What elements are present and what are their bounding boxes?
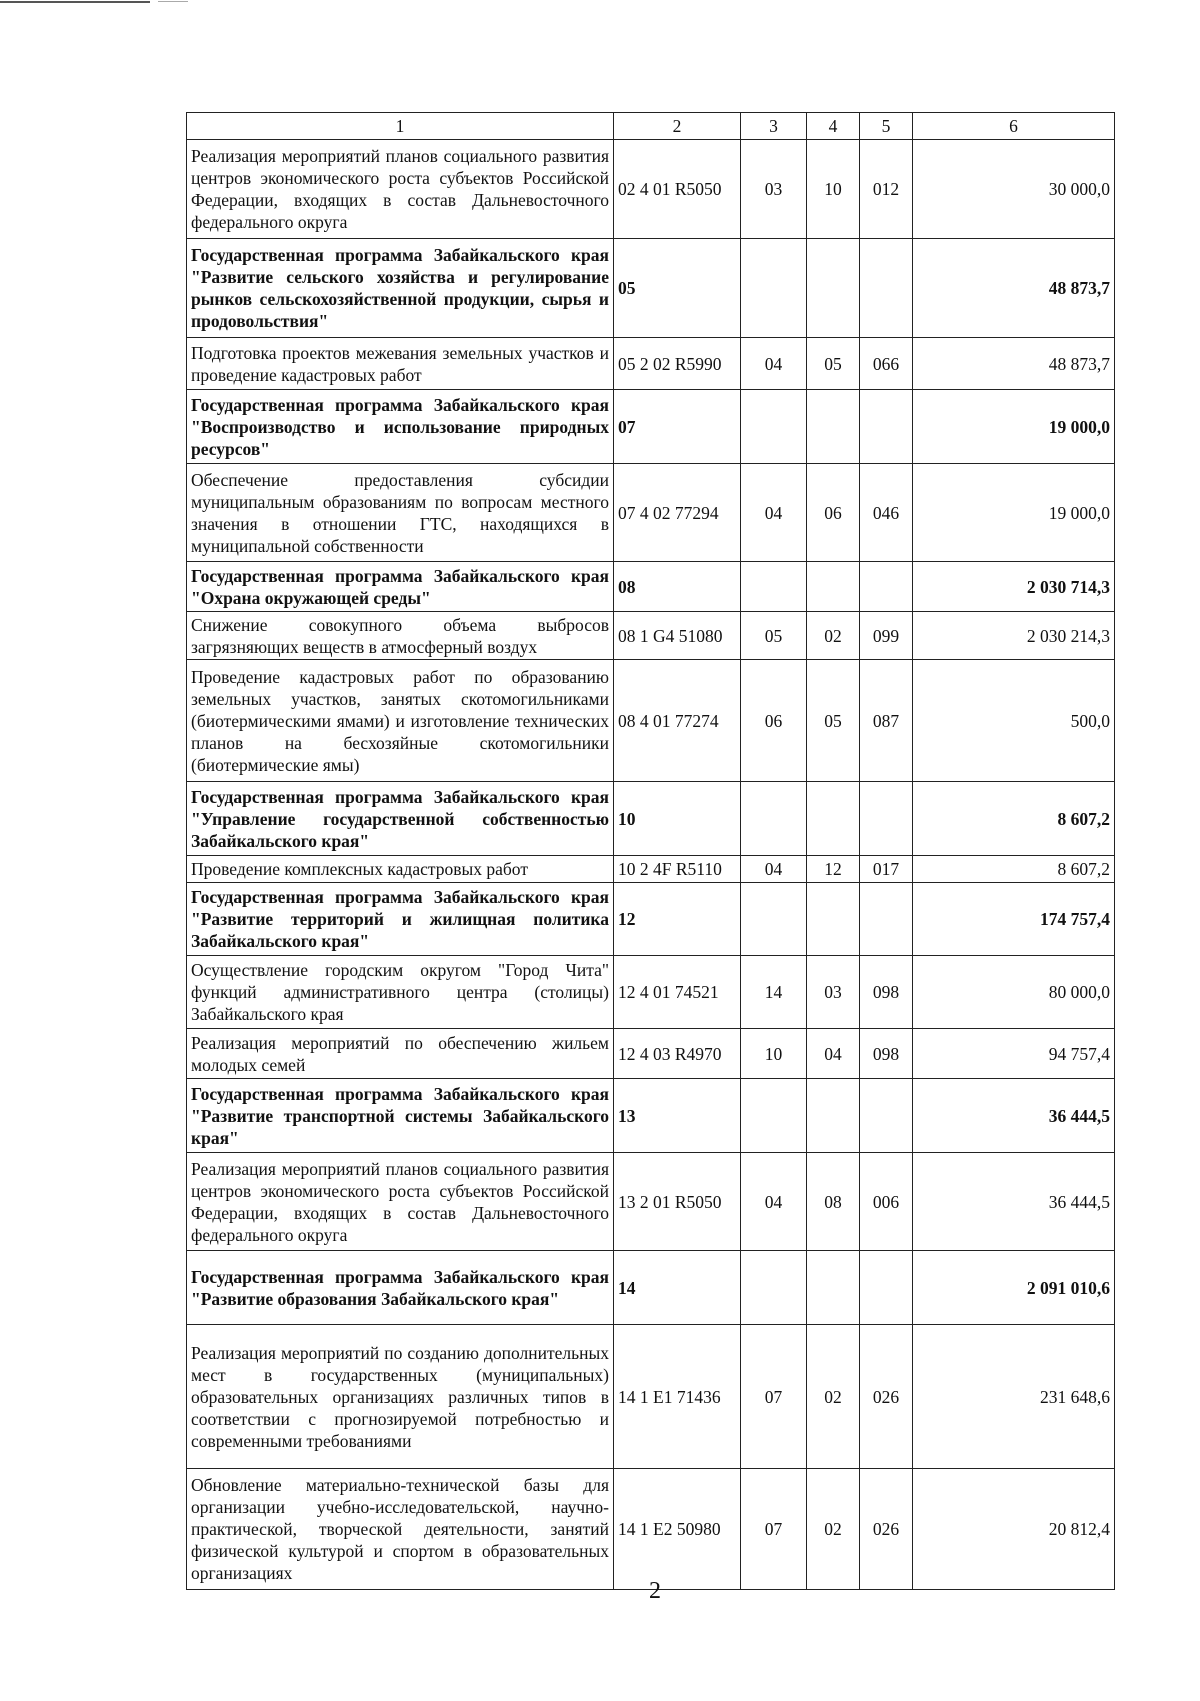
- row-name: Реализация мероприятий планов социального развития центров экономического роста субъектов Российской Федерации, входящих в состав Дальневосточного федерального округа: [187, 1153, 614, 1251]
- column-header-5: 5: [860, 113, 913, 140]
- row-col5: [860, 883, 913, 956]
- row-col5: 046: [860, 464, 913, 562]
- table-row: [187, 612, 1115, 660]
- program-row: [187, 562, 1115, 612]
- program-row: [187, 1079, 1115, 1153]
- row-col3: 14: [741, 956, 807, 1029]
- row-amount: 80 000,0: [913, 956, 1115, 1029]
- row-col4: 06: [807, 464, 860, 562]
- row-col3: [741, 782, 807, 856]
- row-name: Государственная программа Забайкальского края "Развитие территорий и жилищная политика Забайкальского края": [187, 883, 614, 956]
- row-name: Подготовка проектов межевания земельных участков и проведение кадастровых работ: [187, 338, 614, 390]
- table-row: [187, 856, 1115, 883]
- row-col5: 087: [860, 660, 913, 782]
- row-code: 12: [614, 883, 741, 956]
- row-code: 14 1 E2 50980: [614, 1469, 741, 1590]
- row-amount: 19 000,0: [913, 390, 1115, 464]
- row-code: 08 4 01 77274: [614, 660, 741, 782]
- row-col3: 05: [741, 612, 807, 660]
- row-col3: 03: [741, 140, 807, 239]
- row-name: Проведение комплексных кадастровых работ: [187, 856, 614, 883]
- row-col5: [860, 239, 913, 338]
- row-name: Обновление материально-технической базы для организации учебно-исследовательской, научно-практической, творческой деятельности, занятий физической культурой и спортом в образовательных организациях: [187, 1469, 614, 1590]
- table-row: [187, 1469, 1115, 1590]
- row-col3: 04: [741, 464, 807, 562]
- row-col4: 05: [807, 338, 860, 390]
- row-col4: 10: [807, 140, 860, 239]
- row-amount: 20 812,4: [913, 1469, 1115, 1590]
- row-col3: 07: [741, 1469, 807, 1590]
- row-col5: [860, 390, 913, 464]
- row-name: Обеспечение предоставления субсидии муниципальным образованиям по вопросам местного значения в отношении ГТС, находящихся в муниципальной собственности: [187, 464, 614, 562]
- program-row: [187, 1251, 1115, 1325]
- column-header-3: 3: [741, 113, 807, 140]
- row-code: 13: [614, 1079, 741, 1153]
- row-amount: 2 091 010,6: [913, 1251, 1115, 1325]
- row-col4: [807, 1251, 860, 1325]
- row-col5: 012: [860, 140, 913, 239]
- row-name: Государственная программа Забайкальского края "Развитие сельского хозяйства и регулирование рынков сельскохозяйственной продукции, сырья и продовольствия": [187, 239, 614, 338]
- row-col3: 06: [741, 660, 807, 782]
- row-code: 05: [614, 239, 741, 338]
- row-col4: [807, 390, 860, 464]
- row-code: 07 4 02 77294: [614, 464, 741, 562]
- row-col4: 03: [807, 956, 860, 1029]
- row-col4: 05: [807, 660, 860, 782]
- row-col5: 099: [860, 612, 913, 660]
- row-col4: [807, 883, 860, 956]
- row-col4: 02: [807, 612, 860, 660]
- program-row: [187, 883, 1115, 956]
- table-body: [187, 140, 1115, 1590]
- column-header-1: 1: [187, 113, 614, 140]
- row-col4: [807, 782, 860, 856]
- row-name: Государственная программа Забайкальского края "Развитие образования Забайкальского края": [187, 1251, 614, 1325]
- row-amount: 8 607,2: [913, 856, 1115, 883]
- row-col5: [860, 562, 913, 612]
- row-col4: 02: [807, 1325, 860, 1469]
- row-amount: 174 757,4: [913, 883, 1115, 956]
- table-row: [187, 338, 1115, 390]
- row-name: Осуществление городским округом "Город Чита" функций административного центра (столицы) Забайкальского края: [187, 956, 614, 1029]
- row-amount: 36 444,5: [913, 1153, 1115, 1251]
- row-code: 10: [614, 782, 741, 856]
- row-code: 07: [614, 390, 741, 464]
- row-name: Государственная программа Забайкальского края "Управление государственной собственностью Забайкальского края": [187, 782, 614, 856]
- row-col3: 07: [741, 1325, 807, 1469]
- row-col5: [860, 782, 913, 856]
- row-col3: [741, 562, 807, 612]
- program-row: [187, 782, 1115, 856]
- table-header: [187, 113, 1115, 140]
- row-amount: 19 000,0: [913, 464, 1115, 562]
- row-col5: [860, 1079, 913, 1153]
- row-amount: 500,0: [913, 660, 1115, 782]
- header-row: [187, 113, 1115, 140]
- row-code: 14 1 E1 71436: [614, 1325, 741, 1469]
- row-col5: 026: [860, 1469, 913, 1590]
- row-col5: [860, 1251, 913, 1325]
- row-amount: 94 757,4: [913, 1029, 1115, 1079]
- row-col3: [741, 1251, 807, 1325]
- row-amount: 2 030 214,3: [913, 612, 1115, 660]
- row-code: 02 4 01 R5050: [614, 140, 741, 239]
- row-amount: 48 873,7: [913, 239, 1115, 338]
- scan-line: [158, 1, 188, 2]
- row-col4: 02: [807, 1469, 860, 1590]
- row-col4: 12: [807, 856, 860, 883]
- row-name: Государственная программа Забайкальского края "Воспроизводство и использование природных ресурсов": [187, 390, 614, 464]
- row-col3: 04: [741, 1153, 807, 1251]
- row-amount: 48 873,7: [913, 338, 1115, 390]
- row-col5: 017: [860, 856, 913, 883]
- program-row: [187, 239, 1115, 338]
- row-col5: 066: [860, 338, 913, 390]
- table-row: [187, 464, 1115, 562]
- row-code: 12 4 01 74521: [614, 956, 741, 1029]
- row-col5: 098: [860, 1029, 913, 1079]
- column-header-4: 4: [807, 113, 860, 140]
- row-col3: [741, 1079, 807, 1153]
- row-col4: 08: [807, 1153, 860, 1251]
- table-row: [187, 1153, 1115, 1251]
- column-header-6: 6: [913, 113, 1115, 140]
- page-number: 2: [649, 1578, 661, 1604]
- table-row: [187, 956, 1115, 1029]
- column-header-2: 2: [614, 113, 741, 140]
- row-code: 08 1 G4 51080: [614, 612, 741, 660]
- row-name: Проведение кадастровых работ по образованию земельных участков, занятых скотомогильниками (биотермическими ямами) и изготовление технических планов на бесхозяйные скотомогильники (биотермические ямы): [187, 660, 614, 782]
- table-row: [187, 140, 1115, 239]
- row-col5: 026: [860, 1325, 913, 1469]
- row-code: 14: [614, 1251, 741, 1325]
- row-col3: [741, 390, 807, 464]
- row-code: 05 2 02 R5990: [614, 338, 741, 390]
- row-col4: [807, 239, 860, 338]
- table-row: [187, 1325, 1115, 1469]
- row-amount: 36 444,5: [913, 1079, 1115, 1153]
- row-amount: 30 000,0: [913, 140, 1115, 239]
- row-col3: [741, 883, 807, 956]
- scan-edge-artifact: [0, 0, 190, 4]
- program-row: [187, 390, 1115, 464]
- row-col4: 04: [807, 1029, 860, 1079]
- row-col3: 10: [741, 1029, 807, 1079]
- row-name: Реализация мероприятий планов социального развития центров экономического роста субъектов Российской Федерации, входящих в состав Дальневосточного федерального округа: [187, 140, 614, 239]
- row-col3: [741, 239, 807, 338]
- row-code: 10 2 4F R5110: [614, 856, 741, 883]
- row-amount: 231 648,6: [913, 1325, 1115, 1469]
- row-code: 12 4 03 R4970: [614, 1029, 741, 1079]
- row-col5: 006: [860, 1153, 913, 1251]
- row-col3: 04: [741, 856, 807, 883]
- row-col4: [807, 562, 860, 612]
- row-col4: [807, 1079, 860, 1153]
- row-name: Реализация мероприятий по обеспечению жильем молодых семей: [187, 1029, 614, 1079]
- row-code: 13 2 01 R5050: [614, 1153, 741, 1251]
- row-name: Снижение совокупного объема выбросов загрязняющих веществ в атмосферный воздух: [187, 612, 614, 660]
- row-name: Государственная программа Забайкальского края "Развитие транспортной системы Забайкальского края": [187, 1079, 614, 1153]
- row-name: Государственная программа Забайкальского края "Охрана окружающей среды": [187, 562, 614, 612]
- row-col3: 04: [741, 338, 807, 390]
- table-row: [187, 1029, 1115, 1079]
- row-code: 08: [614, 562, 741, 612]
- scan-line: [0, 1, 150, 3]
- table-row: [187, 660, 1115, 782]
- budget-table: [186, 112, 1115, 1590]
- row-amount: 8 607,2: [913, 782, 1115, 856]
- row-name: Реализация мероприятий по созданию дополнительных мест в государственных (муниципальных) образовательных организациях различных типов в соответствии с прогнозируемой потребностью и современными требованиями: [187, 1325, 614, 1469]
- row-amount: 2 030 714,3: [913, 562, 1115, 612]
- row-col5: 098: [860, 956, 913, 1029]
